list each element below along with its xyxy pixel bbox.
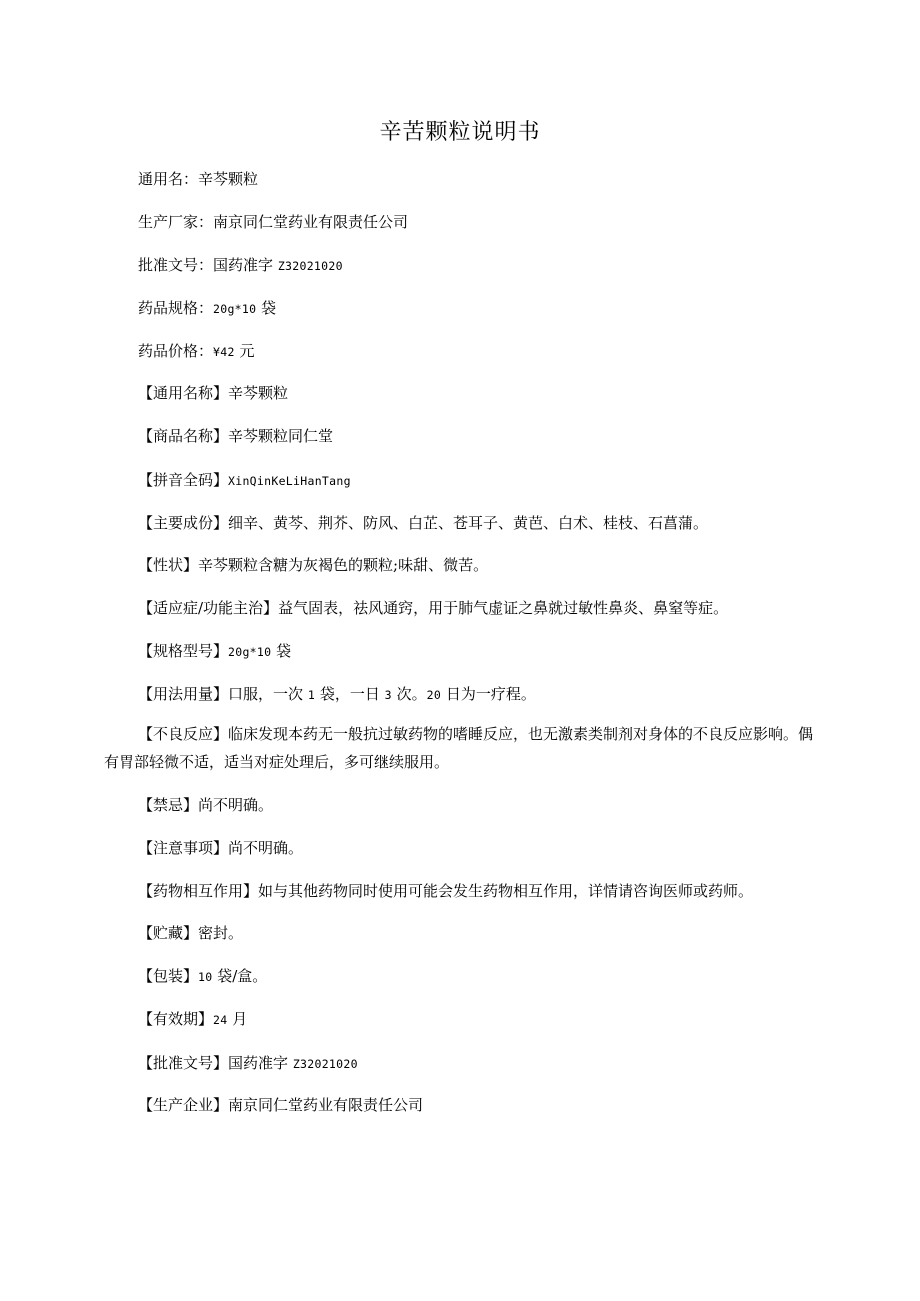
section-value: 密封。 — [198, 924, 244, 942]
section-value: 临床发现本药无一般抗过敏药物的嗜睡反应，也无激素类制剂对身体的不良反应影响。偶有胃部轻微不适，适当对症处理后，多可继续服用。 — [104, 725, 814, 771]
section-value: 益气固表，祛风通窍，用于肺气虚证之鼻就过敏性鼻炎、鼻窒等症。 — [278, 599, 729, 617]
section-adverse — [104, 720, 824, 776]
section-label: 【药物相互作用】 — [138, 882, 259, 900]
section-pinyin — [138, 469, 351, 492]
section-ingredients — [138, 512, 708, 534]
section-appearance — [138, 554, 488, 576]
section-unit: 袋/盒。 — [217, 967, 268, 985]
manufacturer-label: 生产厂家： — [138, 213, 214, 231]
document-title: 辛苦颗粒说明书 — [379, 120, 541, 145]
section-value-cn: 国药准字 — [228, 1054, 289, 1072]
approval-label: 批准文号： — [138, 256, 214, 274]
section-label: 【用法用量】 — [138, 685, 229, 703]
dosage-text-3: 次。 — [396, 685, 427, 703]
spec-line — [138, 297, 276, 320]
section-value: 尚不明确。 — [228, 839, 304, 857]
section-storage — [138, 922, 243, 944]
generic-name-line — [138, 168, 258, 190]
section-label: 【贮藏】 — [138, 924, 199, 942]
dosage-text-4: 日为一疗程。 — [445, 685, 536, 703]
generic-name-label: 通用名： — [138, 170, 199, 188]
section-value: 南京同仁堂药业有限责任公司 — [228, 1096, 424, 1114]
section-label: 【不良反应】 — [138, 725, 229, 743]
section-unit: 月 — [232, 1010, 248, 1028]
manufacturer-line — [138, 211, 408, 233]
section-producer — [138, 1094, 423, 1116]
section-num: 10 — [198, 970, 213, 984]
section-value: 辛芩颗粒含糖为灰褐色的颗粒;味甜、微苦。 — [198, 556, 489, 574]
section-label: 【商品名称】 — [138, 427, 229, 445]
dosage-num-1: 1 — [307, 688, 316, 702]
section-contraindications — [138, 794, 273, 816]
section-code: Z32021020 — [292, 1057, 358, 1071]
section-value: XinQinKeLiHanTang — [228, 474, 351, 488]
section-interactions — [138, 880, 753, 902]
section-validity — [138, 1008, 247, 1031]
dosage-text-2: 袋，一日 — [319, 685, 380, 703]
section-label: 【适应症/功能主治】 — [138, 599, 279, 617]
section-label: 【规格型号】 — [138, 642, 229, 660]
section-package — [138, 965, 267, 988]
section-value: 尚不明确。 — [198, 796, 274, 814]
section-label: 【性状】 — [138, 556, 199, 574]
approval-value-cn: 国药准字 — [213, 256, 274, 274]
price-line — [138, 340, 254, 363]
section-label: 【拼音全码】 — [138, 471, 229, 489]
section-num: 24 — [213, 1013, 228, 1027]
section-label: 【有效期】 — [138, 1010, 214, 1028]
section-trade-name — [138, 425, 333, 447]
section-label: 【注意事项】 — [138, 839, 229, 857]
section-value: 如与其他药物同时使用可能会发生药物相互作用，详情请咨询医师或药师。 — [258, 882, 754, 900]
section-model — [138, 640, 291, 663]
approval-line — [138, 254, 343, 277]
section-approval-no — [138, 1052, 358, 1075]
manufacturer-value: 南京同仁堂药业有限责任公司 — [213, 213, 409, 231]
section-label: 【批准文号】 — [138, 1054, 229, 1072]
dosage-num-3: 20 — [426, 688, 442, 702]
section-precautions — [138, 837, 303, 859]
section-unit: 袋 — [276, 642, 292, 660]
section-value: 细辛、黄芩、荆芥、防风、白芷、苍耳子、黄芭、白术、桂枝、石菖蒲。 — [228, 514, 709, 532]
spec-num: 20g*10 — [213, 302, 257, 316]
dosage-text-1: 口服，一次 — [228, 685, 304, 703]
section-dosage — [138, 683, 536, 706]
section-indications — [138, 597, 728, 619]
price-label: 药品价格： — [138, 342, 214, 360]
section-label: 【主要成份】 — [138, 514, 229, 532]
section-label: 【禁忌】 — [138, 796, 199, 814]
dosage-num-2: 3 — [384, 688, 392, 702]
section-common-name — [138, 382, 288, 404]
section-value: 辛芩颗粒 — [228, 384, 289, 402]
spec-unit: 袋 — [261, 299, 277, 317]
spec-label: 药品规格： — [138, 299, 214, 317]
section-num: 20g*10 — [228, 645, 272, 659]
generic-name-value: 辛芩颗粒 — [198, 170, 259, 188]
section-label: 【通用名称】 — [138, 384, 229, 402]
section-label: 【生产企业】 — [138, 1096, 229, 1114]
price-num: ¥42 — [213, 345, 235, 359]
price-unit: 元 — [239, 342, 255, 360]
section-label: 【包装】 — [138, 967, 199, 985]
section-value: 辛芩颗粒同仁堂 — [228, 427, 334, 445]
approval-code: Z32021020 — [277, 259, 343, 273]
